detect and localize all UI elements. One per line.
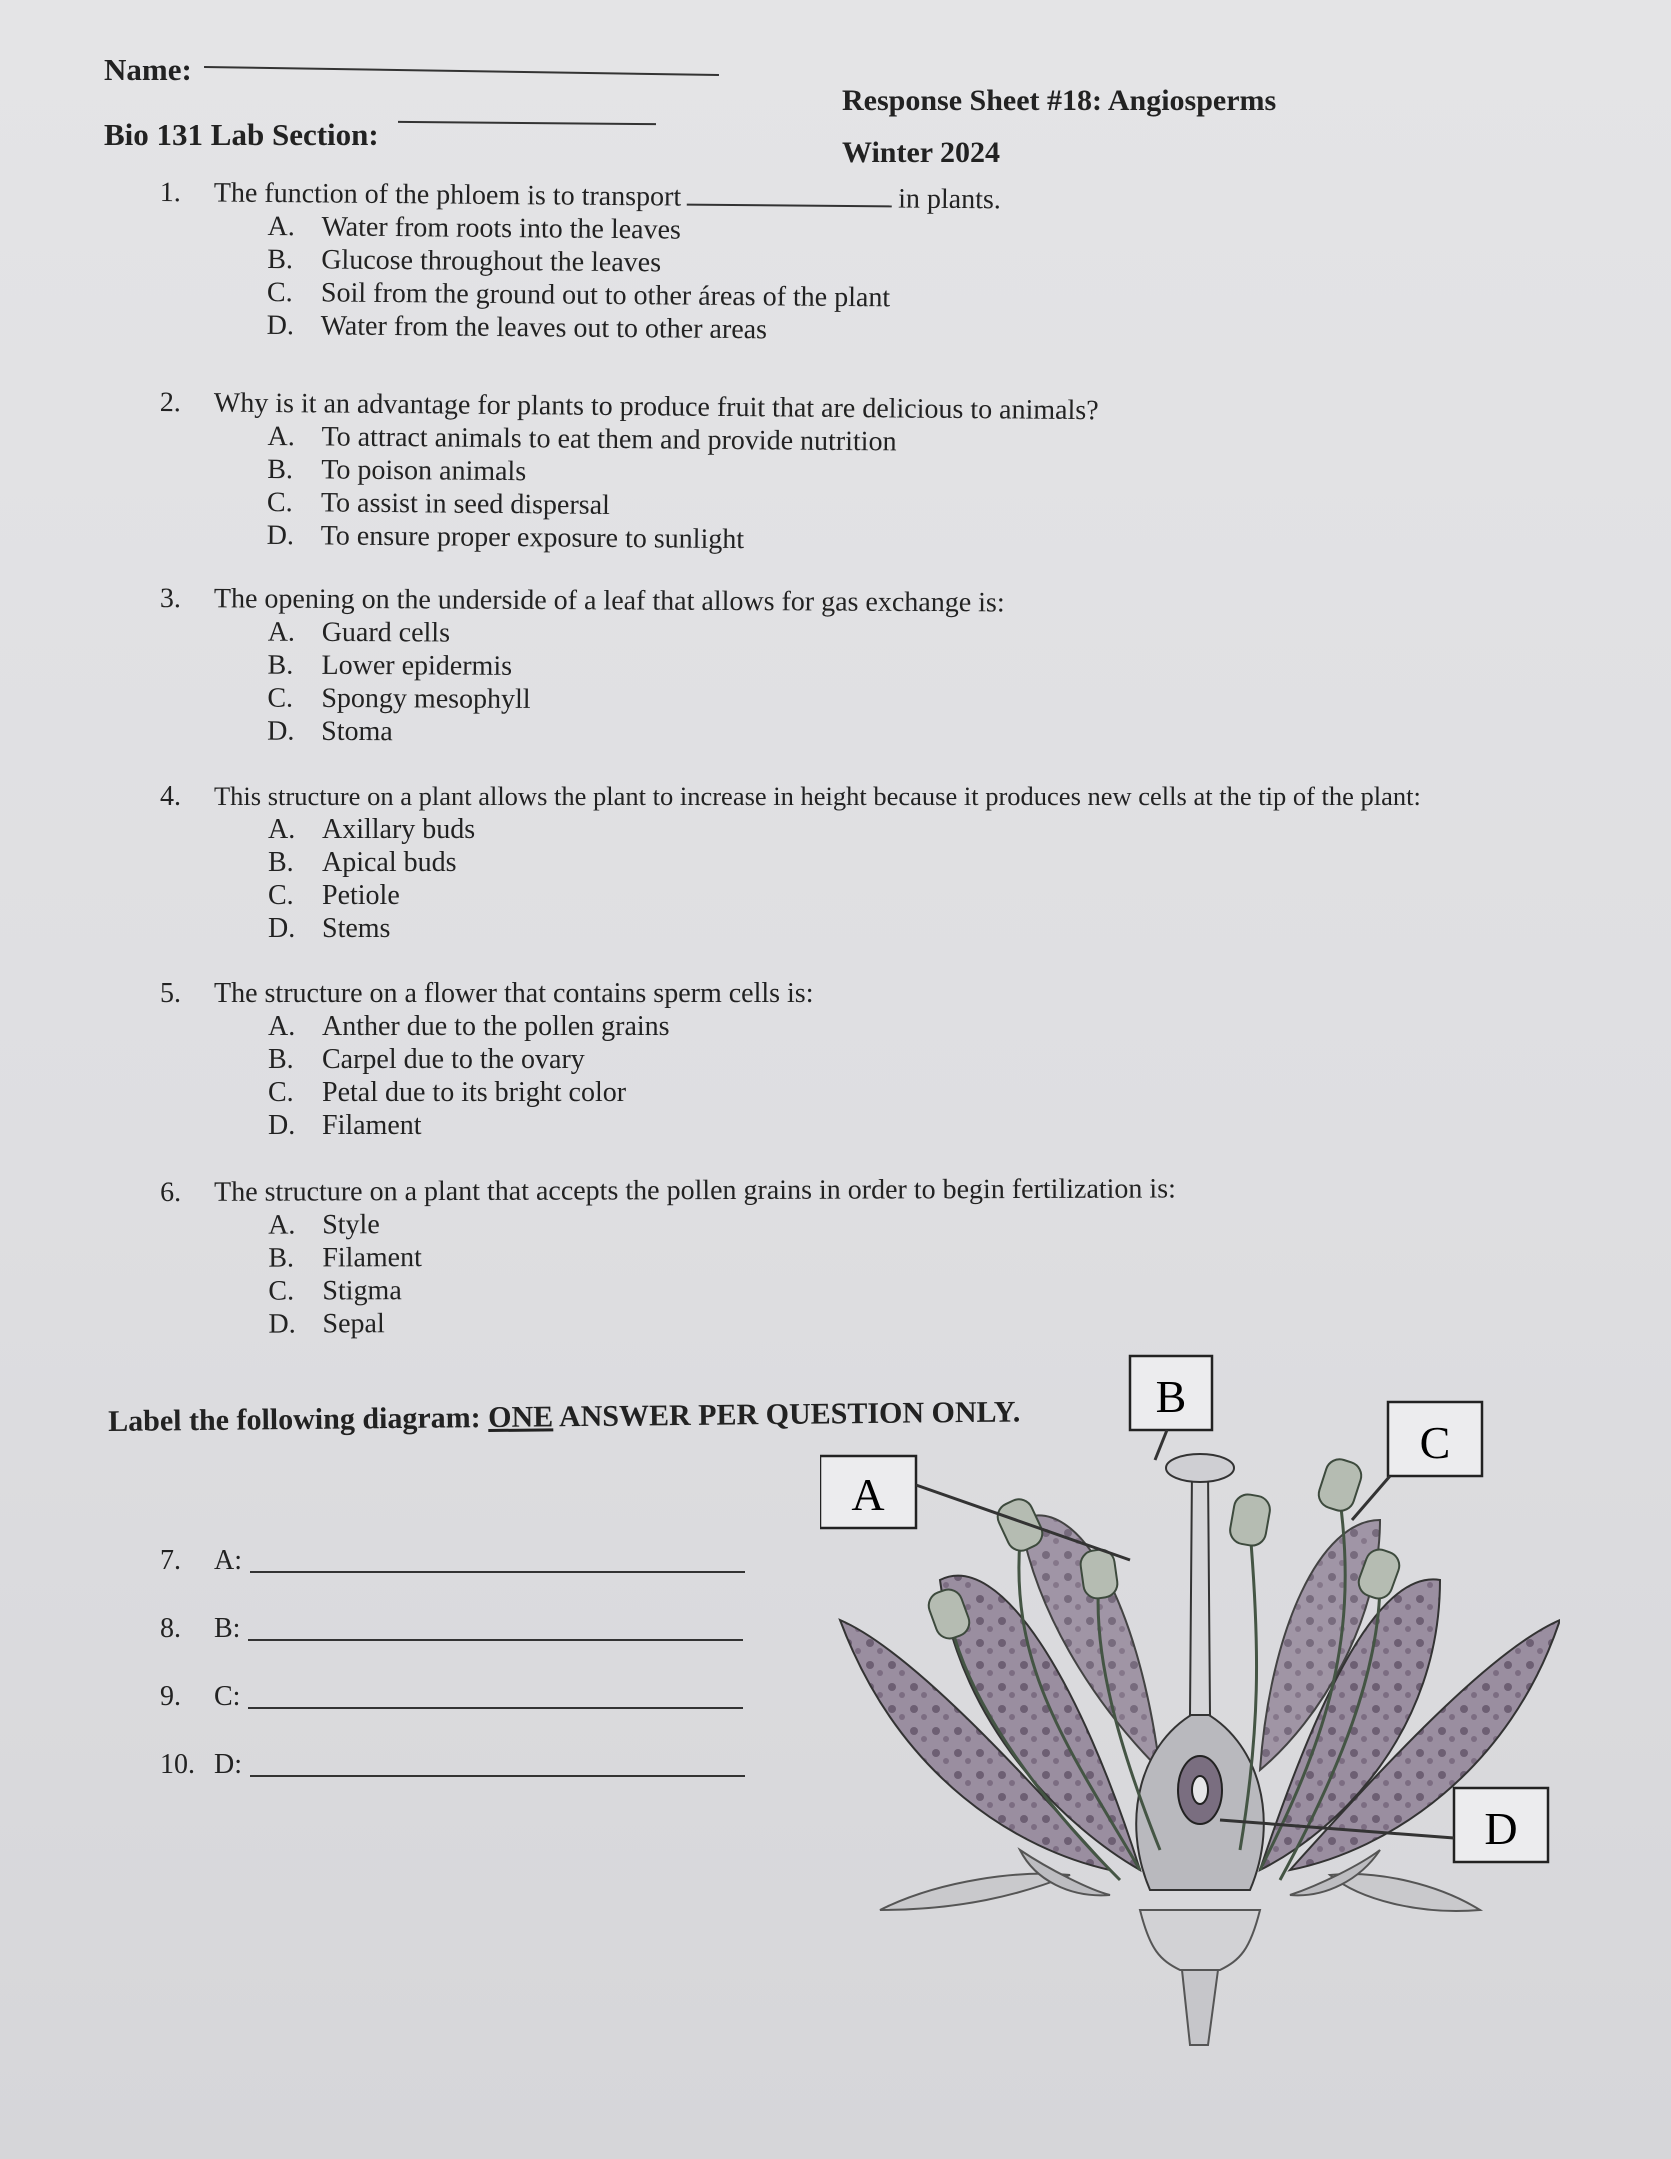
question-2 — [159, 386, 1099, 559]
answer-number: 10. — [160, 1749, 195, 1780]
answer-label: D: — [214, 1749, 242, 1780]
answer-blank[interactable] — [250, 1571, 745, 1573]
option-b: B. Lower epidermis — [267, 649, 513, 682]
style — [1190, 1470, 1210, 1715]
question-stem: The function of the phloem is to transport — [213, 177, 682, 213]
name-field[interactable] — [204, 66, 719, 76]
question-stem: The opening on the underside of a leaf that allows for gas exchange is: — [213, 583, 1005, 619]
stigma — [1166, 1454, 1234, 1482]
sepal-right — [1330, 1874, 1480, 1911]
answer-8 — [160, 1613, 743, 1645]
option-b: B. Filament — [268, 1242, 422, 1274]
question-number: 4. — [160, 781, 181, 812]
receptacle — [1140, 1910, 1260, 1970]
option-c: C. Petal due to its bright color — [268, 1077, 627, 1108]
sheet-title: Response Sheet #18: Angiosperms — [842, 84, 1277, 117]
question-stem-end: in plants. — [898, 183, 1001, 216]
question-number: 3. — [159, 583, 181, 615]
option-d: D. Sepal — [268, 1308, 385, 1340]
option-c: C. Petiole — [268, 880, 400, 911]
answer-blank[interactable] — [250, 1775, 745, 1777]
answer-blank[interactable] — [248, 1707, 743, 1709]
option-b: B. To poison animals — [267, 453, 527, 488]
answer-label: B: — [214, 1613, 241, 1644]
answer-label: A: — [214, 1545, 242, 1576]
option-b: B. Carpel due to the ovary — [268, 1044, 585, 1075]
question-number: 5. — [160, 978, 181, 1009]
question-3 — [159, 582, 1005, 751]
answer-label: C: — [214, 1681, 241, 1712]
name-label: Name: — [104, 52, 192, 87]
question-number: 2. — [159, 386, 181, 419]
question-number: 1. — [159, 176, 181, 209]
option-d: D. To ensure proper exposure to sunlight — [266, 519, 745, 556]
sepal-left — [880, 1874, 1070, 1910]
leader-b — [1155, 1430, 1167, 1460]
answer-9 — [160, 1681, 743, 1713]
option-c: C. To assist in seed dispersal — [266, 486, 611, 521]
flower-diagram — [820, 1350, 1560, 2050]
option-d: D. Stems — [268, 913, 391, 944]
option-a: A. Guard cells — [267, 616, 451, 649]
answer-number: 7. — [160, 1545, 181, 1576]
option-b: B. Apical buds — [268, 847, 457, 878]
option-d: D. Water from the leaves out to other areas — [266, 309, 768, 346]
question-stem: The structure on a plant that accepts the pollen grains in order to begin fertilization is: — [214, 1173, 1176, 1208]
question-stem: This structure on a plant allows the plant to increase in height because it produces new cells at the tip of the plant: — [214, 781, 1421, 811]
label-a-text: A — [851, 1469, 885, 1520]
option-d: D. Filament — [268, 1110, 422, 1141]
option-d: D. Stoma — [267, 715, 393, 748]
answer-number: 9. — [160, 1681, 181, 1712]
question-stem: The structure on a flower that contains sperm cells is: — [214, 978, 814, 1009]
option-a: A. Water from roots into the leaves — [267, 210, 681, 246]
label-d-text: D — [1484, 1803, 1518, 1854]
option-c: C. Spongy mesophyll — [267, 682, 531, 715]
label-c-text: C — [1419, 1417, 1451, 1468]
option-c: C. Soil from the ground out to other áreas of the plant — [266, 276, 891, 314]
stem — [1182, 1970, 1218, 2045]
lab-section-field[interactable] — [398, 121, 656, 125]
option-a: A. Style — [268, 1209, 380, 1241]
option-b: B. Glucose throughout the leaves — [267, 243, 662, 279]
question-1 — [159, 176, 1001, 348]
option-c: C. Stigma — [268, 1275, 402, 1307]
answer-7 — [160, 1545, 745, 1577]
lab-section-label: Bio 131 Lab Section: — [104, 117, 379, 152]
answer-blank[interactable] — [687, 204, 892, 208]
option-a: A. Anther due to the pollen grains — [268, 1011, 670, 1042]
sheet-term: Winter 2024 — [842, 136, 1001, 169]
option-a: A. Axillary buds — [268, 814, 476, 845]
question-6 — [160, 1172, 1176, 1341]
question-number: 6. — [160, 1176, 182, 1208]
answer-number: 8. — [160, 1613, 181, 1644]
answer-blank[interactable] — [248, 1639, 743, 1641]
question-4 — [160, 780, 1660, 945]
question-stem: Why is it an advantage for plants to produce fruit that are delicious to animals? — [213, 387, 1099, 427]
option-a: A. To attract animals to eat them and provide nutrition — [267, 420, 897, 458]
label-diagram-heading: Label the following diagram: ONE ANSWER PER QUESTION ONLY. — [108, 1395, 1021, 1438]
label-b-text: B — [1155, 1371, 1187, 1422]
question-5 — [160, 977, 813, 1142]
answer-10 — [160, 1749, 745, 1781]
